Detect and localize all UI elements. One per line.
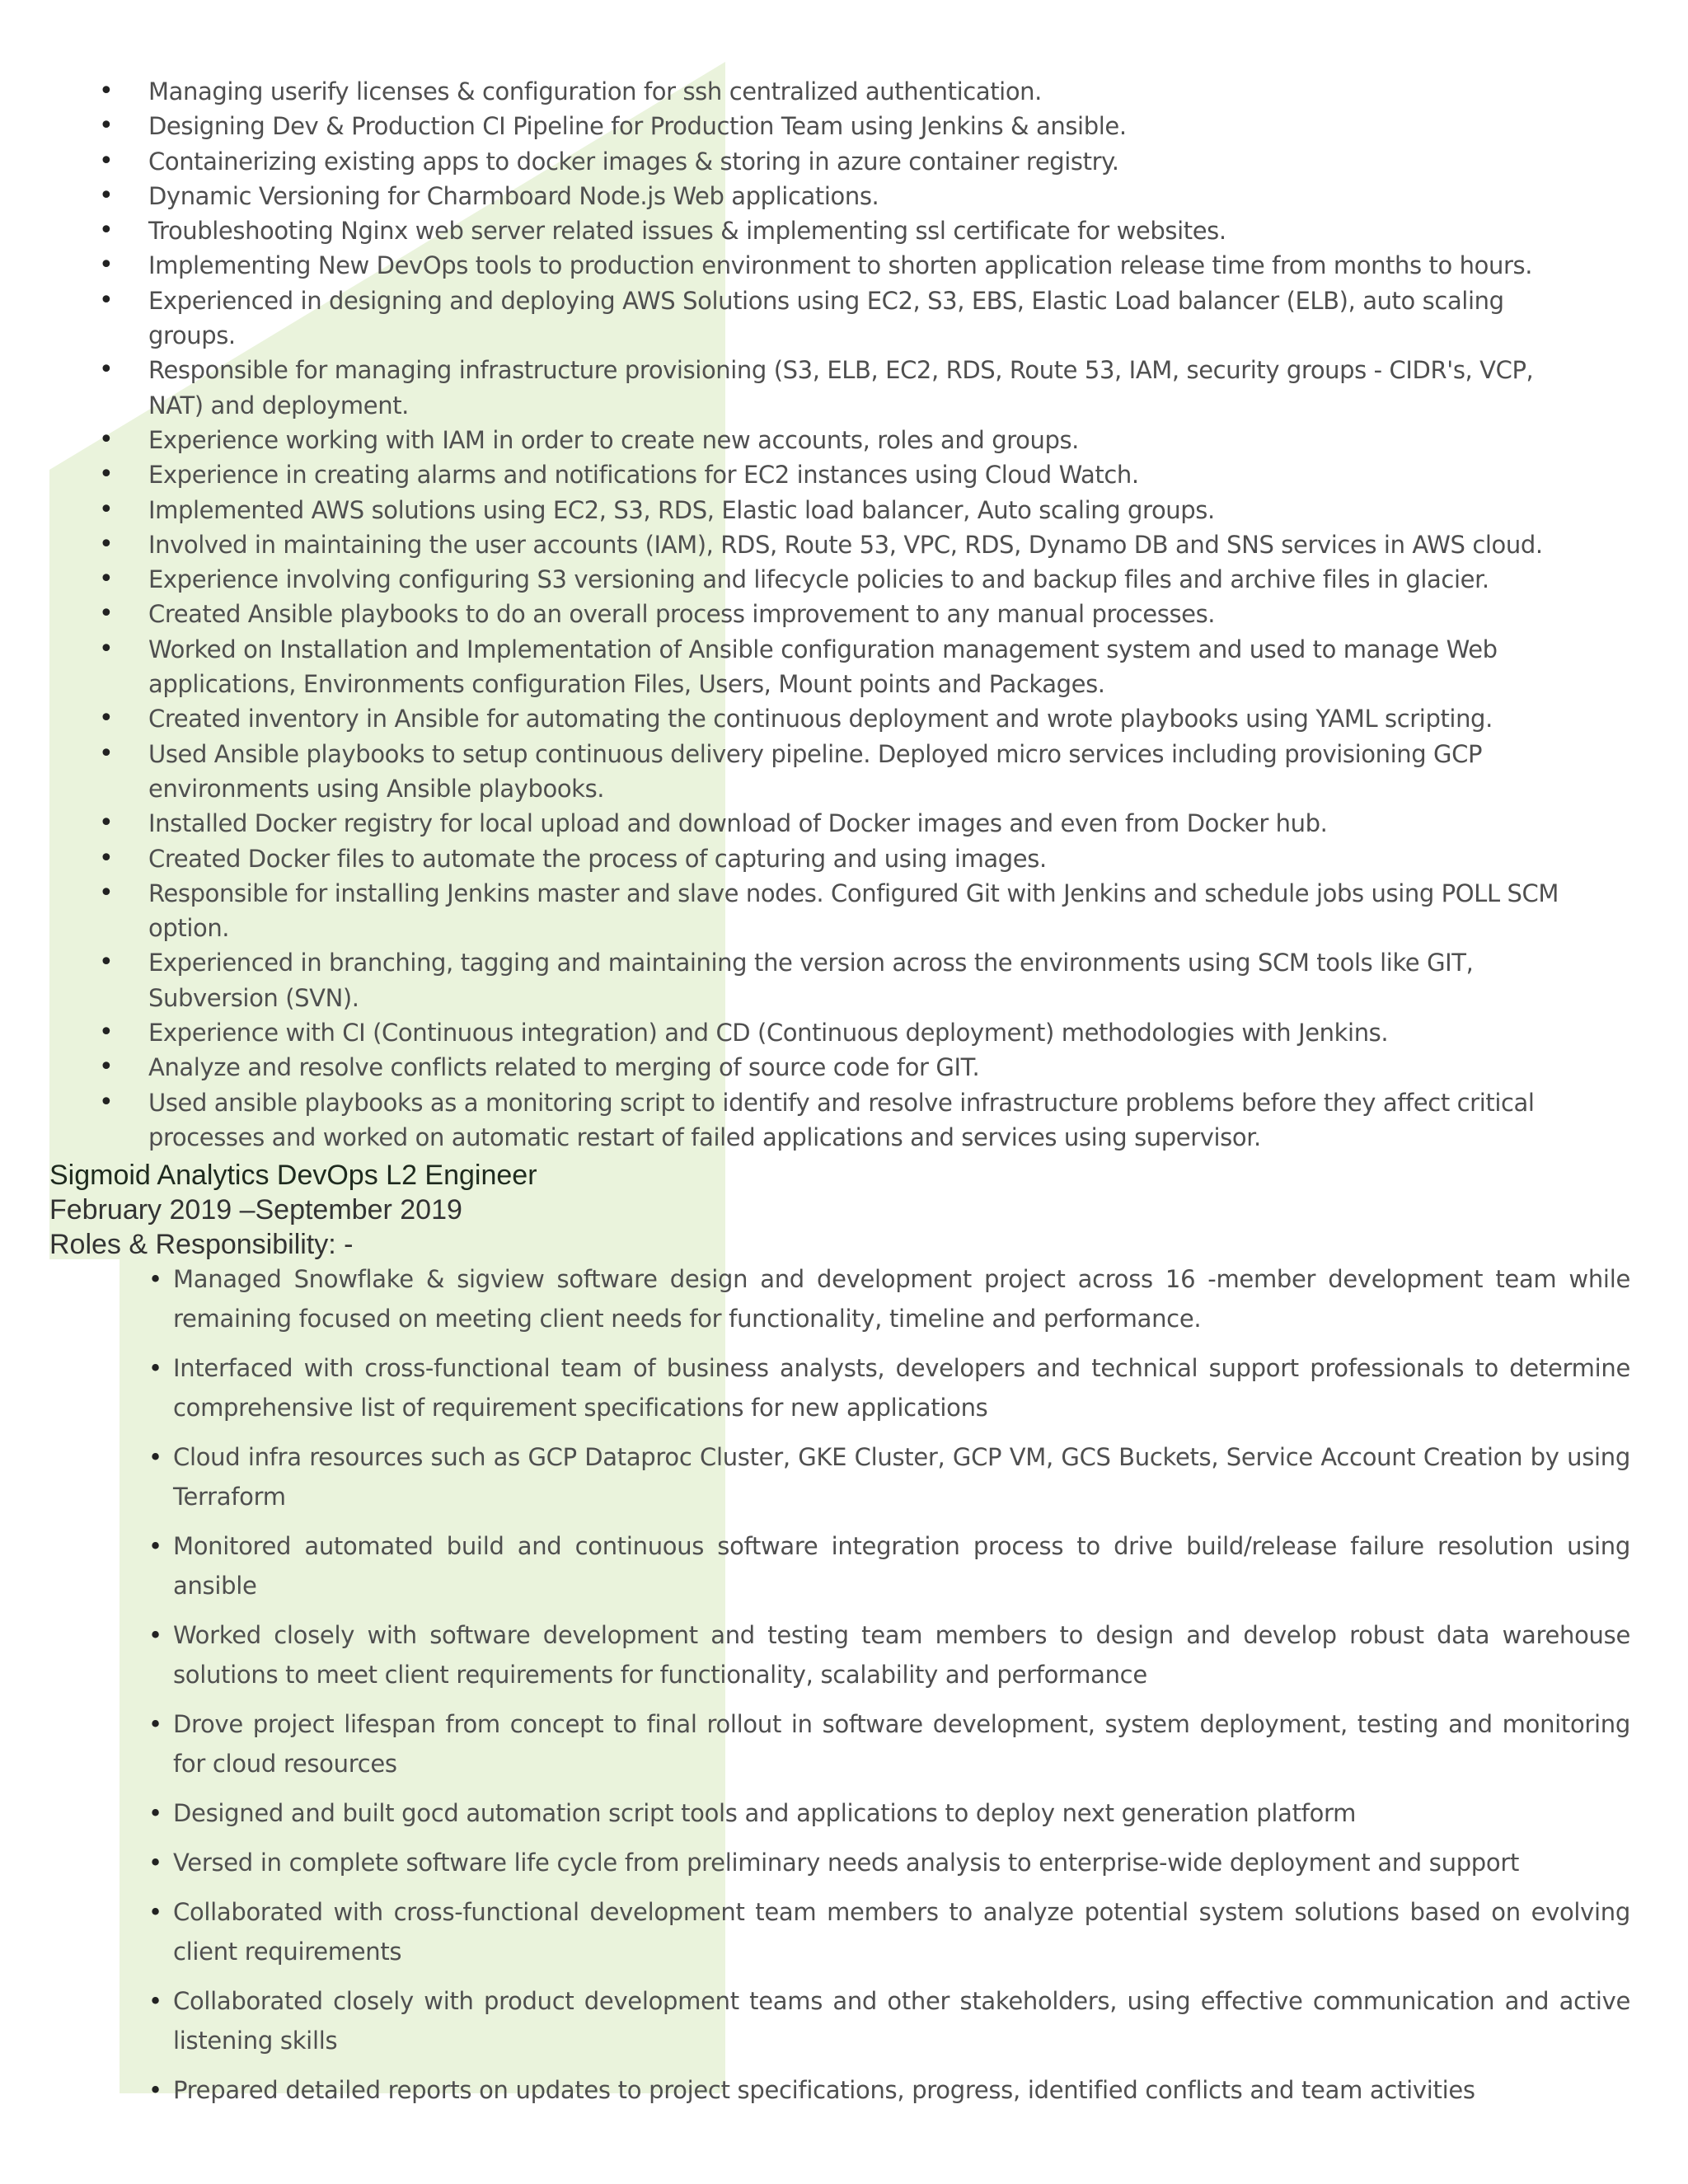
- bullet-icon: •: [148, 2076, 162, 2104]
- list-item: [0, 945, 1591, 1015]
- list-item-text: Analyze and resolve conflicts related to merging of source code for GIT.: [148, 1053, 980, 1082]
- job-header: [49, 1158, 537, 1262]
- bullet-icon: •: [99, 599, 114, 629]
- bullet-icon: •: [99, 77, 114, 105]
- bullet-icon: •: [99, 948, 114, 977]
- bullet-icon: •: [99, 251, 114, 280]
- list-item-text: Prepared detailed reports on updates to project specifications, progress, identified conflicts and team activities: [173, 2076, 1475, 2104]
- list-item-text: Versed in complete software life cycle from preliminary needs analysis to enterprise-wide deployment and support: [173, 1849, 1520, 1877]
- bullet-icon: •: [99, 285, 114, 315]
- list-item: [0, 1704, 1630, 1783]
- list-item: [0, 1348, 1630, 1427]
- job-title: Sigmoid Analytics DevOps L2 Engineer: [49, 1160, 537, 1191]
- list-item-text: Created Docker files to automate the process of capturing and using images.: [148, 844, 1047, 873]
- list-item-text: Designed and built gocd automation script tools and applications to deploy next generation platform: [173, 1799, 1357, 1827]
- bullet-icon: •: [99, 180, 114, 210]
- list-item-text: Responsible for managing infrastructure provisioning (S3, ELB, EC2, RDS, Route 53, IAM, security groups - CIDR's, VCP, NAT) and deployment.: [148, 356, 1534, 419]
- bullet-icon: •: [99, 355, 114, 385]
- list-item-text: Experience working with IAM in order to create new accounts, roles and groups.: [148, 425, 1079, 454]
- bullet-icon: •: [148, 1532, 162, 1560]
- list-item: [0, 1437, 1630, 1516]
- bullet-icon: •: [148, 1265, 162, 1293]
- list-item-text: Designing Dev & Production CI Pipeline for Production Team using Jenkins & ansible.: [148, 112, 1127, 141]
- job-responsibilities-list: [0, 1259, 1630, 2120]
- bullet-icon: •: [99, 1087, 114, 1117]
- list-item-text: Experience in creating alarms and notifications for EC2 instances using Cloud Watch.: [148, 461, 1139, 490]
- list-item: [0, 2070, 1630, 2110]
- list-item-text: Managed Snowflake & sigview software design and development project across 16 -member development team while remaining focused on meeting client needs for functionality, timeline and performance.: [173, 1265, 1630, 1333]
- bullet-icon: •: [148, 1799, 162, 1827]
- list-item-text: Implemented AWS solutions using EC2, S3, RDS, Elastic load balancer, Auto scaling groups.: [148, 495, 1215, 524]
- bullet-icon: •: [148, 1621, 162, 1649]
- list-item-text: Worked closely with software development and testing team members to design and develop robust data warehouse solutions to meet client requirements for functionality, scalability and performance: [173, 1621, 1630, 1689]
- bullet-icon: •: [99, 1018, 114, 1047]
- list-item: [0, 597, 1591, 631]
- list-item-text: Troubleshooting Nginx web server related issues & implementing ssl certificate for websites.: [148, 217, 1226, 246]
- bullet-icon: •: [99, 704, 114, 733]
- list-item-text: Collaborated closely with product development teams and other stakeholders, using effective communication and active listening skills: [173, 1987, 1630, 2055]
- bullet-icon: •: [99, 565, 114, 594]
- list-item: [0, 1892, 1630, 1971]
- bullet-icon: •: [148, 1710, 162, 1738]
- list-item-text: Collaborated with cross-functional development team members to analyze potential system solutions based on evolving client requirements: [173, 1898, 1630, 1966]
- list-item-text: Experience with CI (Continuous integration) and CD (Continuous deployment) methodologies with Jenkins.: [148, 1019, 1389, 1047]
- list-item: [0, 179, 1591, 213]
- bullet-icon: •: [99, 1052, 114, 1082]
- list-item-text: Experience involving configuring S3 versioning and lifecycle policies to and backup files and archive files in glacier.: [148, 565, 1489, 594]
- list-item: [0, 144, 1591, 179]
- list-item-text: Installed Docker registry for local upload and download of Docker images and even from Docker hub.: [148, 809, 1328, 838]
- roles-label: Roles & Responsibility: -: [49, 1229, 354, 1260]
- list-item: [0, 493, 1591, 527]
- bullet-icon: •: [148, 1987, 162, 2015]
- list-item: [0, 1615, 1630, 1694]
- bullet-icon: •: [99, 424, 114, 454]
- list-item-text: Interfaced with cross-functional team of business analysts, developers and technical support professionals to determine comprehensive list of requirement specifications for new applications: [173, 1354, 1630, 1422]
- bullet-icon: •: [99, 843, 114, 873]
- bullet-icon: •: [99, 216, 114, 246]
- list-item: [0, 1843, 1630, 1882]
- list-item: [0, 1526, 1630, 1605]
- list-item-text: Experienced in branching, tagging and maintaining the version across the environments using SCM tools like GIT, Subversion (SVN).: [148, 949, 1474, 1012]
- list-item: [0, 1981, 1630, 2060]
- list-item: [0, 353, 1591, 423]
- list-item-text: Involved in maintaining the user accounts (IAM), RDS, Route 53, VPC, RDS, Dynamo DB and SNS services in AWS cloud.: [148, 530, 1543, 559]
- bullet-icon: •: [99, 146, 114, 176]
- bullet-icon: •: [99, 808, 114, 838]
- bullet-icon: •: [99, 529, 114, 559]
- list-item: [0, 876, 1591, 946]
- list-item: [0, 457, 1591, 492]
- bullet-icon: •: [99, 738, 114, 768]
- list-item: [0, 527, 1591, 562]
- list-item: [0, 213, 1591, 248]
- list-item-text: Containerizing existing apps to docker images & storing in azure container registry.: [148, 147, 1119, 176]
- bullet-icon: •: [99, 878, 114, 907]
- list-item: [0, 423, 1591, 457]
- list-item: [0, 74, 1591, 109]
- list-item: [0, 1793, 1630, 1833]
- list-item-text: Implementing New DevOps tools to production environment to shorten application release time from months to hours.: [148, 251, 1533, 280]
- list-item: [0, 1015, 1591, 1050]
- list-item: [0, 806, 1591, 841]
- list-item-text: Worked on Installation and Implementation of Ansible configuration management system and used to manage Web applications, Environments configuration Files, Users, Mount points and Packages.: [148, 635, 1498, 699]
- list-item-text: Drove project lifespan from concept to final rollout in software development, system deployment, testing and monitoring for cloud resources: [173, 1710, 1630, 1778]
- list-item-text: Created Ansible playbooks to do an overall process improvement to any manual processes.: [148, 600, 1216, 629]
- list-item-text: Monitored automated build and continuous software integration process to drive build/release failure resolution using ansible: [173, 1532, 1630, 1600]
- bullet-icon: •: [99, 494, 114, 524]
- list-item: [0, 841, 1591, 876]
- list-item: [0, 284, 1591, 354]
- list-item: [0, 1050, 1591, 1085]
- experience-bullets-list: [0, 74, 1591, 1155]
- list-item-text: Dynamic Versioning for Charmboard Node.js Web applications.: [148, 181, 879, 210]
- bullet-icon: •: [148, 1443, 162, 1471]
- list-item-text: Responsible for installing Jenkins master and slave nodes. Configured Git with Jenkins and schedule jobs using POLL SCM option.: [148, 879, 1559, 943]
- list-item: [0, 562, 1591, 597]
- list-item-text: Used Ansible playbooks to setup continuous delivery pipeline. Deployed micro services including provisioning GCP environments using Ansible playbooks.: [148, 739, 1483, 803]
- list-item: [0, 1085, 1591, 1155]
- bullet-icon: •: [148, 1898, 162, 1926]
- bullet-icon: •: [99, 634, 114, 663]
- list-item-text: Created inventory in Ansible for automating the continuous deployment and wrote playbooks using YAML scripting.: [148, 705, 1493, 733]
- list-item: [0, 737, 1591, 807]
- bullet-icon: •: [99, 111, 114, 141]
- bullet-icon: •: [99, 460, 114, 490]
- bullet-icon: •: [148, 1354, 162, 1382]
- list-item: [0, 109, 1591, 143]
- list-item-text: Experienced in designing and deploying AWS Solutions using EC2, S3, EBS, Elastic Load balancer (ELB), auto scaling groups.: [148, 286, 1504, 350]
- list-item: [0, 701, 1591, 736]
- list-item: [0, 632, 1591, 702]
- bullet-icon: •: [148, 1849, 162, 1877]
- list-item-text: Cloud infra resources such as GCP Dataproc Cluster, GKE Cluster, GCP VM, GCS Buckets, Service Account Creation by using Terraform: [173, 1443, 1630, 1511]
- list-item-text: Managing userify licenses & configuration for ssh centralized authentication.: [148, 77, 1042, 105]
- list-item: [0, 1259, 1630, 1338]
- list-item-text: Used ansible playbooks as a monitoring script to identify and resolve infrastructure problems before they affect critical processes and worked on automatic restart of failed applications and services using supervisor.: [148, 1088, 1535, 1151]
- list-item: [0, 248, 1591, 283]
- job-dates: February 2019 –September 2019: [49, 1194, 462, 1226]
